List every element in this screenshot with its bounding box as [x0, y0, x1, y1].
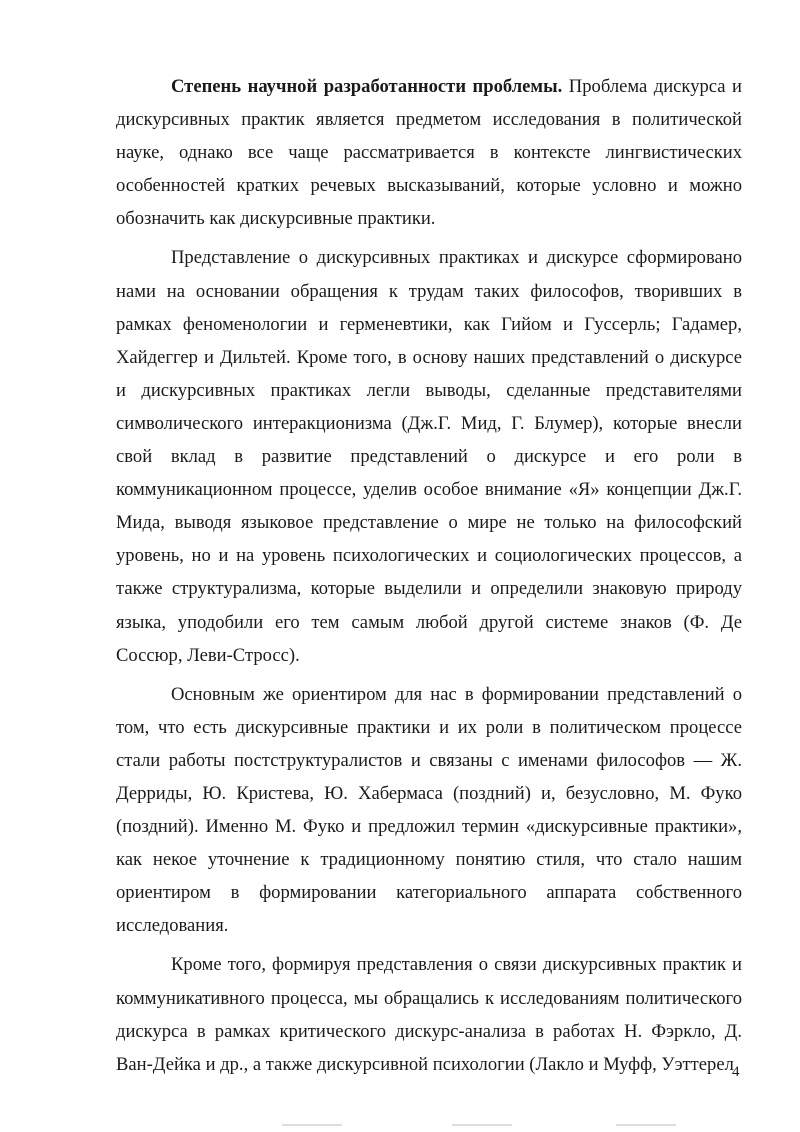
paragraph-2-text: Представление о дискурсивных практиках и дискурсе сформировано нами на основании обращения к трудам таких философов, творивших в рамках феноменологии и герменевтики, как Гийом и Гуссерль; Гадамер, Хайдеггер и Дильтей. Кроме того, в основу наших представлений о дискурсе и дискурсивных практиках легли выводы, сделанные представителями символического интеракционизма (Дж.Г. Мид, Г. Блумер), которые внесли свой вклад в развитие представлений о дискурсе и его роли в коммуникационном процессе, уделив особое внимание «Я» концепции Дж.Г. Мида, выводя языковое представление о мире не только на философский уровень, но и на уровень психологических и социологических процессов, а также структурализма, которые выделили и определили знаковую природу языка, уподобили его тем самым любой другой системе знаков (Ф. Де Соссюр, Леви-Стросс). [116, 247, 742, 666]
scan-artifact-center [452, 1124, 512, 1126]
paragraph-3-text: Основным же ориентиром для нас в формировании представлений о том, что есть дискурсивные практики и их роли в политическом процессе стали работы постструктуралистов и связаны с именами философов — Ж. Дерриды, Ю. Кристева, Ю. Хабермаса (поздний) и, безусловно, М. Фуко (поздний). Именно М. Фуко и предложил термин «дискурсивные практики», как некое уточнение к традиционному понятию стиля, что стало нашим ориентиром в формировании категориального аппарата собственного исследования. [116, 683, 742, 937]
paragraph-1 [116, 70, 742, 235]
page-number: 4 [732, 1064, 740, 1080]
body-text [116, 70, 742, 1081]
paragraph-4-text: Кроме того, формируя представления о связи дискурсивных практик и коммуникативного процесса, мы обращались к исследованиям политического дискурса в рамках критического дискурс-анализа в работах Н. Фэркло, Д. Ван-Дейка и др., а также дискурсивной психологии (Лакло и Муфф, Уэттерел [116, 954, 742, 1075]
scan-artifact-right [616, 1124, 676, 1126]
paragraph-3 [116, 678, 742, 943]
scan-artifact-left [282, 1124, 342, 1126]
paragraph-1-text: Проблема дискурса и дискурсивных практик является предметом исследования в политической науке, однако все чаще рассматривается в контексте лингвистических особенностей кратких речевых высказываний, которые условно и можно обозначить как дискурсивные практики. [116, 76, 742, 230]
paragraph-heading: Степень научной разработанности проблемы. [171, 76, 563, 97]
paragraph-2 [116, 241, 742, 671]
paragraph-4 [116, 948, 742, 1080]
